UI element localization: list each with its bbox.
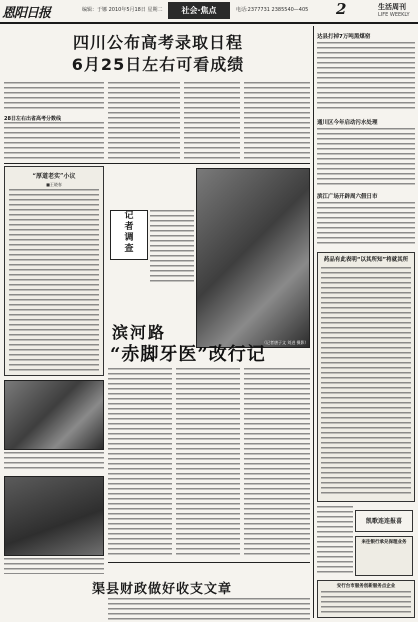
edition-info: 编辑：于娜 2010年5月18日 星期二	[82, 7, 163, 13]
photo-caption-left2	[4, 558, 104, 574]
contact-info: 电话:2377731 2385540—405	[236, 7, 309, 13]
bank-title: 来往银行承兑保理业务	[361, 540, 407, 545]
brief3	[317, 190, 415, 246]
divider	[4, 163, 310, 164]
bottom-text	[108, 598, 310, 620]
feature-title: “赤脚牙医”改行记	[110, 344, 266, 365]
weekly-label: 生活周刊	[378, 3, 406, 11]
brief2	[317, 116, 415, 186]
newspaper-logo: 恩阳日报	[2, 6, 51, 21]
commentary-title: “厚道老实”小议	[32, 173, 76, 180]
feature-text-col3	[244, 368, 310, 558]
tag-char1: 记	[124, 211, 134, 221]
lead-text-col1	[4, 82, 104, 110]
section-tag: 社会·焦点	[168, 2, 230, 19]
weekly-english: LIFE WEEKLY	[378, 12, 410, 18]
brief1	[317, 30, 415, 112]
commentary-box	[4, 166, 104, 376]
lead-text-col1b	[4, 122, 104, 160]
lead-headline	[38, 32, 278, 76]
lead-text-col4	[244, 82, 310, 160]
enterprise-title: 安行台市服务创新服务点企业	[336, 584, 396, 589]
notice-box	[317, 252, 415, 502]
tag-char3: 调	[124, 233, 134, 243]
feature-text-col1	[108, 368, 172, 558]
brief3-title: 滨江广场开辟周六假日市	[317, 194, 378, 200]
lead-text-col2	[108, 82, 180, 160]
news-photo-left2	[4, 476, 104, 556]
notice-text	[321, 267, 411, 497]
masthead	[0, 0, 418, 24]
feature-photo	[196, 168, 310, 348]
feature-kicker: 滨河路	[112, 323, 167, 342]
news-photo-left1	[4, 380, 104, 450]
commentary-text	[9, 189, 99, 373]
bottom-headline: 渠县财政做好收支文章	[92, 582, 233, 597]
column-rule	[313, 26, 314, 618]
notice-title: 药品有此表明“以其所知”将就其所	[323, 257, 409, 263]
bottom-divider	[108, 562, 310, 563]
bank-text	[317, 506, 353, 576]
enterprise-box	[317, 580, 415, 618]
bank-ad	[355, 536, 413, 576]
lead-headline-line1: 四川公布高考录取日程	[72, 33, 243, 52]
lead-subhead	[4, 112, 104, 122]
lead-text-col3	[184, 82, 240, 160]
brief1-title: 达县打掉7万吨黑煤窑	[317, 34, 371, 40]
lead-headline-line2: 6月25日左右可看成绩	[71, 55, 245, 74]
reporter-investigation-tag	[110, 210, 148, 260]
photo-caption-left1	[4, 452, 104, 472]
lead-subhead-text: 28日左右出省高考分数线	[4, 116, 61, 122]
weekly-mark: 2	[336, 0, 347, 18]
notice-stamp: 凯歌连连报喜	[355, 510, 413, 532]
brief2-title: 通川区今年启动污水处理	[317, 120, 378, 126]
feature-intro	[150, 210, 194, 284]
feature-photo-caption: （记者唐子文 刘进 摄影）	[262, 340, 309, 345]
commentary-byline: ■王晓春	[46, 182, 62, 187]
tag-char4: 查	[124, 244, 134, 254]
feature-text-col2	[176, 368, 240, 558]
enterprise-text	[321, 591, 411, 615]
tag-char2: 者	[124, 222, 134, 232]
